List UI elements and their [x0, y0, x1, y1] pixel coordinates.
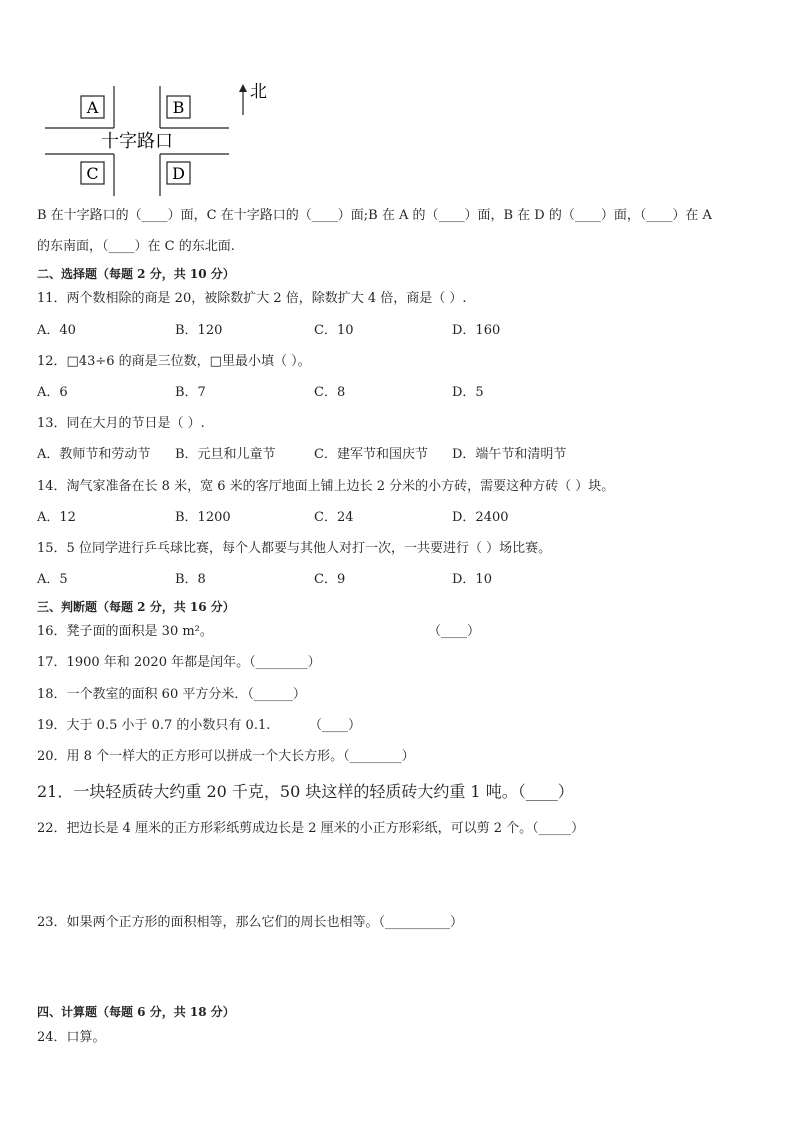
q14-option-c: C．24: [314, 510, 354, 525]
q22-text: 22．把边长是 4 厘米的正方形彩纸剪成边长是 2 厘米的小正方形彩纸，可以剪 2 个。（_____）: [37, 821, 585, 836]
q10-line1: B 在十字路口的（____）面，C 在十字路口的（____）面;B 在 A 的（____）面，B 在 D 的（____）面，（____）在 A: [37, 208, 712, 223]
label-b: B: [172, 98, 185, 117]
section-4-heading: 四、计算题（每题 6 分，共 18 分）: [37, 1005, 235, 1019]
q10-line2: 的东南面，（____）在 C 的东北面.: [37, 239, 235, 254]
crossroad-label: 十字路口: [101, 131, 173, 152]
q13-option-d: D．端午节和清明节: [452, 447, 567, 462]
q19-answer-blank: （____）: [309, 718, 362, 733]
q12-option-a: A．6: [37, 385, 68, 400]
q13-option-a: A．教师节和劳动节: [37, 447, 151, 462]
crossroad-diagram: [0, 80, 300, 200]
q15-option-c: C．9: [314, 572, 346, 587]
q21-text: 21．一块轻质砖大约重 20 千克，50 块这样的轻质砖大约重 1 吨。（____）: [37, 782, 574, 801]
q16-text: 16．凳子面的面积是 30 m²。: [37, 624, 213, 639]
q19-text: 19．大于 0.5 小于 0.7 的小数只有 0.1.: [37, 718, 271, 733]
q11-option-d: D．160: [452, 323, 501, 338]
q15-text: 15．5 位同学进行乒乓球比赛，每个人都要与其他人对打一次，一共要进行（ ）场比赛。: [37, 541, 552, 556]
q12-option-b: B．7: [175, 385, 206, 400]
q14-option-a: A．12: [37, 510, 76, 525]
q15-option-a: A．5: [37, 572, 68, 587]
q13-text: 13．同在大月的节日是（ ）.: [37, 416, 205, 431]
q23-text: 23．如果两个正方形的面积相等，那么它们的周长也相等。（__________）: [37, 915, 464, 930]
q14-text: 14．淘气家准备在长 8 米，宽 6 米的客厅地面上铺上边长 2 分米的小方砖，需要这种方砖（ ）块。: [37, 479, 615, 494]
q13-option-c: C．建军节和国庆节: [314, 447, 428, 462]
q20-text: 20．用 8 个一样大的正方形可以拼成一个大长方形。（________）: [37, 749, 415, 764]
q16-answer-blank: （____）: [428, 624, 481, 639]
q13-option-b: B．元旦和儿童节: [175, 447, 276, 462]
north-label: 北: [250, 82, 267, 102]
q17-text: 17．1900 年和 2020 年都是闰年。（________）: [37, 655, 321, 670]
q12-option-c: C．8: [314, 385, 346, 400]
q24-text: 24．口算。: [37, 1030, 106, 1045]
q18-text: 18．一个教室的面积 60 平方分米．（______）: [37, 687, 306, 702]
q14-option-b: B．1200: [175, 510, 231, 525]
q11-option-c: C．10: [314, 323, 354, 338]
q12-text: 12．□43÷6 的商是三位数，□里最小填（ ）。: [37, 354, 311, 369]
north-arrow-icon: [239, 84, 247, 92]
section-3-heading: 三、判断题（每题 2 分，共 16 分）: [37, 600, 235, 614]
q12-option-d: D．5: [452, 385, 484, 400]
q11-option-b: B．120: [175, 323, 223, 338]
q15-option-d: D．10: [452, 572, 492, 587]
q14-option-d: D．2400: [452, 510, 509, 525]
q11-text: 11．两个数相除的商是 20，被除数扩大 2 倍，除数扩大 4 倍，商是（ ）.: [37, 291, 467, 306]
section-2-heading: 二、选择题（每题 2 分，共 10 分）: [37, 267, 235, 281]
label-c: C: [86, 164, 99, 183]
label-d: D: [172, 164, 185, 183]
q11-option-a: A．40: [37, 323, 76, 338]
q15-option-b: B．8: [175, 572, 206, 587]
label-a: A: [86, 98, 99, 117]
